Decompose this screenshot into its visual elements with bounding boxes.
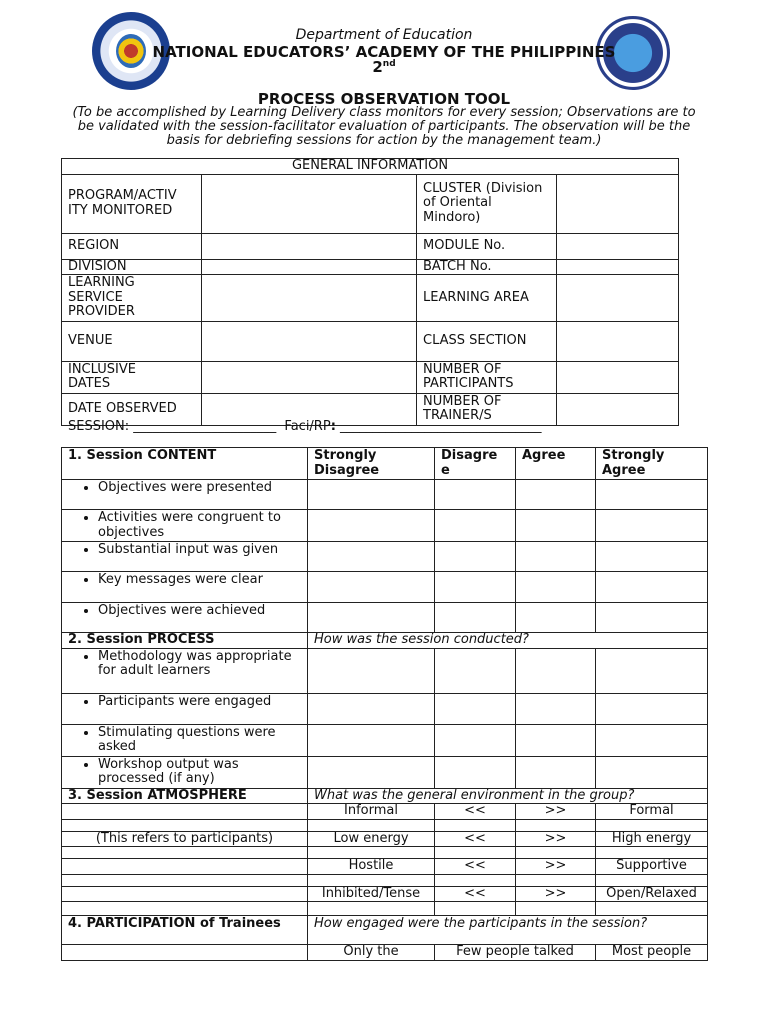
- academy-title: NATIONAL EDUCATORS’ ACADEMY OF THE PHILIPPINES: [152, 43, 616, 61]
- faci-colon: :: [330, 419, 336, 434]
- value-region[interactable]: [202, 233, 417, 259]
- label-division: DIVISION: [62, 259, 202, 275]
- value-number-of-participants[interactable]: [557, 361, 679, 393]
- participation-question: How engaged were the participants in the session?: [308, 916, 708, 945]
- col-strongly-agree: Strongly Agree: [596, 448, 708, 480]
- content-item: [62, 542, 308, 572]
- rating-cell[interactable]: [516, 693, 596, 724]
- content-item-label: • Key messages were clear: [98, 573, 301, 588]
- rating-cell[interactable]: [516, 510, 596, 542]
- rating-cell[interactable]: [596, 510, 708, 542]
- rating-cell[interactable]: [435, 603, 516, 633]
- edition-number: 2: [372, 58, 383, 76]
- col-agree: Agree: [516, 448, 596, 480]
- rating-cell[interactable]: [596, 724, 708, 756]
- participation-option[interactable]: Only the: [308, 945, 435, 961]
- rating-cell[interactable]: [516, 572, 596, 603]
- label-region: REGION: [62, 233, 202, 259]
- atmosphere-left-arrow[interactable]: <<: [435, 886, 516, 902]
- atmosphere-to: Supportive: [596, 859, 708, 875]
- atmosphere-heading: 3. Session ATMOSPHERE: [62, 788, 308, 804]
- rating-cell[interactable]: [435, 724, 516, 756]
- atmosphere-from: Inhibited/Tense: [308, 886, 435, 902]
- rating-cell[interactable]: [435, 572, 516, 603]
- value-class-section[interactable]: [557, 321, 679, 361]
- content-item: [62, 603, 308, 633]
- process-item-label: • Methodology was appropriate for adult learners: [98, 650, 301, 679]
- rating-cell[interactable]: [435, 480, 516, 510]
- rating-cell[interactable]: [435, 510, 516, 542]
- label-batch: BATCH No.: [417, 259, 557, 275]
- participation-option[interactable]: Few people talked: [435, 945, 596, 961]
- edition-label: [0, 58, 768, 76]
- label-date-observed: DATE OBSERVED: [62, 393, 202, 425]
- atmosphere-right-arrow[interactable]: >>: [516, 804, 596, 820]
- value-program[interactable]: [202, 174, 417, 233]
- atmosphere-to: Formal: [596, 804, 708, 820]
- col-disagree: Disagre e: [435, 448, 516, 480]
- rating-cell[interactable]: [308, 693, 435, 724]
- rating-cell[interactable]: [308, 648, 435, 693]
- rating-cell[interactable]: [516, 648, 596, 693]
- instructions-text: (To be accomplished by Learning Delivery class monitors for every session; Observations are to be validated with the session-facilitator evaluation of participants. The observation will be the basis for debriefing sessions for action by the management team.): [72, 105, 696, 148]
- atmosphere-left-cell: [62, 804, 308, 820]
- rating-cell[interactable]: [435, 693, 516, 724]
- atmosphere-right-arrow[interactable]: >>: [516, 859, 596, 875]
- content-item-label: • Objectives were presented: [98, 481, 301, 496]
- rating-cell[interactable]: [596, 693, 708, 724]
- value-number-of-trainers[interactable]: [557, 393, 679, 425]
- general-info-table: [61, 158, 679, 426]
- label-cluster: CLUSTER (Division of Oriental Mindoro): [417, 174, 557, 233]
- content-heading: 1. Session CONTENT: [62, 448, 308, 480]
- col-strongly-disagree: Strongly Disagree: [308, 448, 435, 480]
- rating-cell[interactable]: [596, 603, 708, 633]
- value-batch[interactable]: [557, 259, 679, 275]
- general-info-title: GENERAL INFORMATION: [62, 159, 679, 175]
- content-item-label: • Substantial input was given: [98, 543, 301, 558]
- atmosphere-to: Open/Relaxed: [596, 886, 708, 902]
- value-learning-service-provider[interactable]: [202, 275, 417, 322]
- process-item: [62, 693, 308, 724]
- rating-cell[interactable]: [308, 724, 435, 756]
- label-number-of-trainers: NUMBER OF TRAINER/S: [417, 393, 557, 425]
- rating-cell[interactable]: [596, 542, 708, 572]
- content-item: [62, 480, 308, 510]
- rating-cell[interactable]: [516, 724, 596, 756]
- value-learning-area[interactable]: [557, 275, 679, 322]
- value-module[interactable]: [557, 233, 679, 259]
- session-blank[interactable]: ______________________: [133, 419, 277, 434]
- rating-cell[interactable]: [596, 756, 708, 788]
- session-label: SESSION:: [68, 419, 130, 434]
- edition-suffix: nd: [382, 59, 396, 69]
- tool-title: PROCESS OBSERVATION TOOL: [257, 90, 511, 108]
- process-item: [62, 756, 308, 788]
- rating-cell[interactable]: [516, 542, 596, 572]
- rating-cell[interactable]: [308, 572, 435, 603]
- atmosphere-left-cell: [62, 886, 308, 902]
- rating-cell[interactable]: [308, 542, 435, 572]
- value-venue[interactable]: [202, 321, 417, 361]
- rating-cell[interactable]: [596, 480, 708, 510]
- content-item: [62, 510, 308, 542]
- atmosphere-left-arrow[interactable]: <<: [435, 831, 516, 847]
- process-item-label: • Stimulating questions were asked: [98, 726, 301, 755]
- participation-option[interactable]: Most people: [596, 945, 708, 961]
- atmosphere-from: Low energy: [308, 831, 435, 847]
- process-question: How was the session conducted?: [308, 633, 708, 649]
- rating-cell[interactable]: [516, 756, 596, 788]
- atmosphere-to: High energy: [596, 831, 708, 847]
- department-line: Department of Education: [295, 27, 473, 43]
- process-item-label: • Workshop output was processed (if any): [98, 758, 301, 787]
- value-cluster[interactable]: [557, 174, 679, 233]
- rating-cell[interactable]: [516, 480, 596, 510]
- rating-cell[interactable]: [308, 510, 435, 542]
- observation-table: [61, 447, 708, 961]
- rating-cell[interactable]: [516, 603, 596, 633]
- value-division[interactable]: [202, 259, 417, 275]
- faci-label: Faci/RP: [284, 419, 331, 434]
- value-inclusive-dates[interactable]: [202, 361, 417, 393]
- rating-cell[interactable]: [435, 542, 516, 572]
- label-number-of-participants: NUMBER OF PARTICIPANTS: [417, 361, 557, 393]
- label-module: MODULE No.: [417, 233, 557, 259]
- rating-cell[interactable]: [435, 756, 516, 788]
- label-learning-area: LEARNING AREA: [417, 275, 557, 322]
- atmosphere-right-arrow[interactable]: >>: [516, 886, 596, 902]
- label-class-section: CLASS SECTION: [417, 321, 557, 361]
- content-item-label: • Activities were congruent to objectives: [98, 511, 301, 540]
- session-line: [68, 419, 542, 434]
- atmosphere-note: (This refers to participants): [62, 831, 308, 847]
- rating-cell[interactable]: [596, 648, 708, 693]
- process-item: [62, 724, 308, 756]
- content-item: [62, 572, 308, 603]
- participation-left-cell: [62, 945, 308, 961]
- rating-cell[interactable]: [435, 648, 516, 693]
- participation-heading: 4. PARTICIPATION of Trainees: [62, 916, 308, 945]
- faci-blank[interactable]: _______________________________: [340, 419, 542, 434]
- label-venue: VENUE: [62, 321, 202, 361]
- atmosphere-question: What was the general environment in the group?: [308, 788, 708, 804]
- label-inclusive-dates: INCLUSIVE DATES: [62, 361, 202, 393]
- rating-cell[interactable]: [596, 572, 708, 603]
- content-item-label: • Objectives were achieved: [98, 604, 301, 619]
- atmosphere-from: Hostile: [308, 859, 435, 875]
- process-heading: 2. Session PROCESS: [62, 633, 308, 649]
- label-learning-service-provider: LEARNING SERVICE PROVIDER: [62, 275, 202, 322]
- label-program: PROGRAM/ACTIV ITY MONITORED: [62, 174, 202, 233]
- process-item: [62, 648, 308, 693]
- atmosphere-right-arrow[interactable]: >>: [516, 831, 596, 847]
- atmosphere-left-arrow[interactable]: <<: [435, 859, 516, 875]
- rating-cell[interactable]: [308, 756, 435, 788]
- rating-cell[interactable]: [308, 480, 435, 510]
- atmosphere-left-arrow[interactable]: <<: [435, 804, 516, 820]
- atmosphere-from: Informal: [308, 804, 435, 820]
- rating-cell[interactable]: [308, 603, 435, 633]
- atmosphere-left-cell: [62, 859, 308, 875]
- process-item-label: • Participants were engaged: [98, 695, 301, 710]
